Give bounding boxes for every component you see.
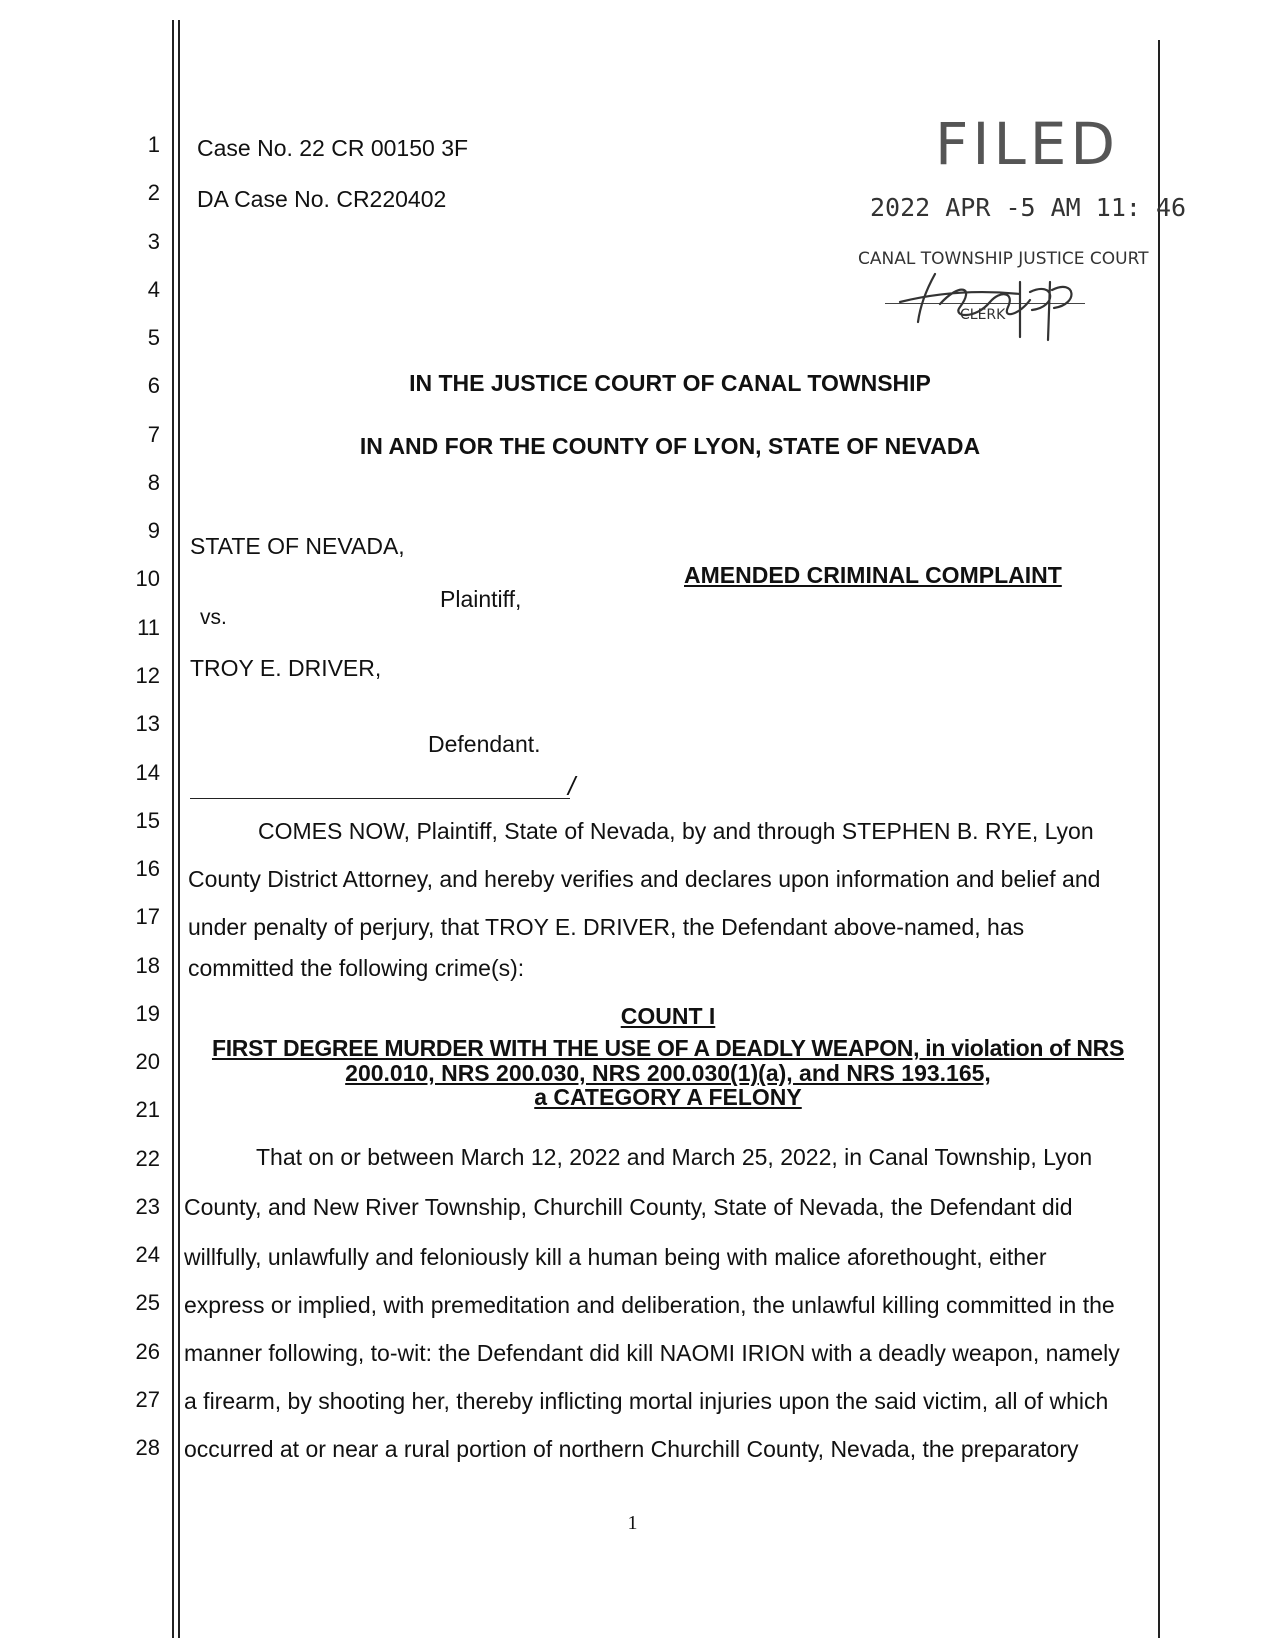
line-number: 7 [147, 422, 160, 447]
line-number: 19 [135, 1001, 160, 1026]
body-line: County, and New River Township, Churchill County, State of Nevada, the Defendant did [184, 1194, 1073, 1220]
da-case-number: DA Case No. CR220402 [197, 186, 447, 212]
line-number: 9 [147, 518, 160, 543]
intro-line: COMES NOW, Plaintiff, State of Nevada, by and through STEPHEN B. RYE, Lyon [258, 818, 1094, 844]
line-number: 3 [147, 229, 160, 254]
intro-line: committed the following crime(s): [188, 955, 525, 981]
caption-rule [190, 798, 570, 799]
line-number: 6 [147, 373, 160, 398]
line-number: 28 [135, 1435, 160, 1460]
line-number: 4 [147, 277, 160, 302]
line-number: 18 [135, 953, 160, 978]
line-number: 11 [137, 615, 160, 640]
case-number: Case No. 22 CR 00150 3F [197, 135, 469, 161]
intro-line: County District Attorney, and hereby verifies and declares upon information and belief and [188, 866, 1101, 892]
line-number: 13 [135, 711, 160, 736]
count-title: COUNT I [620, 1003, 716, 1029]
right-margin-rule [1158, 40, 1160, 1638]
line-number: 25 [135, 1290, 160, 1315]
line-number: 26 [135, 1339, 160, 1364]
body-line: willfully, unlawfully and feloniously kill a human being with malice aforethought, either [184, 1244, 1047, 1270]
filed-stamp-court: CANAL TOWNSHIP JUSTICE COURT [858, 249, 1149, 269]
line-number: 23 [135, 1194, 160, 1219]
line-number: 1 [147, 132, 160, 157]
count-charge-line3: a CATEGORY A FELONY [534, 1084, 802, 1110]
defendant-role: Defendant. [428, 731, 541, 757]
filed-stamp-title: FILED [935, 110, 1120, 178]
plaintiff-name: STATE OF NEVADA, [190, 533, 405, 559]
line-number: 15 [135, 808, 160, 833]
filed-stamp-date: 2022 APR -5 AM 11: 46 [870, 193, 1187, 222]
page-number: 1 [627, 1512, 638, 1534]
line-number: 12 [135, 663, 160, 688]
filed-stamp-clerk: CLERK [960, 307, 1006, 323]
body-line: manner following, to-wit: the Defendant did kill NAOMI IRION with a deadly weapon, namely [184, 1340, 1120, 1366]
line-number: 20 [135, 1049, 160, 1074]
court-heading-line2: IN AND FOR THE COUNTY OF LYON, STATE OF NEVADA [359, 433, 981, 459]
line-number: 24 [135, 1242, 160, 1267]
plaintiff-role: Plaintiff, [440, 586, 522, 612]
count-charge-line1: FIRST DEGREE MURDER WITH THE USE OF A DEADLY WEAPON, in violation of NRS [211, 1035, 1125, 1061]
left-margin-rule-outer [172, 20, 174, 1638]
line-number: 14 [135, 760, 160, 785]
line-number: 10 [135, 566, 160, 591]
line-number: 2 [147, 180, 160, 205]
body-line: a firearm, by shooting her, thereby inflicting mortal injuries upon the said victim, all of which [184, 1388, 1109, 1414]
line-number: 27 [135, 1387, 160, 1412]
left-margin-rule-inner [178, 20, 180, 1638]
court-heading-line1: IN THE JUSTICE COURT OF CANAL TOWNSHIP [409, 370, 931, 396]
line-number: 17 [135, 904, 160, 929]
clerk-signature-icon [880, 262, 1100, 342]
versus: vs. [200, 606, 227, 629]
document-title: AMENDED CRIMINAL COMPLAINT [684, 562, 1062, 588]
line-number: 21 [135, 1097, 160, 1122]
defendant-name: TROY E. DRIVER, [190, 655, 382, 681]
count-charge-line2: 200.010, NRS 200.030, NRS 200.030(1)(a), and NRS 193.165, [345, 1060, 991, 1086]
body-line: express or implied, with premeditation and deliberation, the unlawful killing committed in the [184, 1292, 1115, 1318]
caption-slash: / [568, 771, 576, 801]
line-number: 22 [135, 1146, 160, 1171]
line-number: 8 [147, 470, 160, 495]
body-line: That on or between March 12, 2022 and March 25, 2022, in Canal Township, Lyon [256, 1144, 1093, 1170]
line-number: 16 [135, 856, 160, 881]
intro-line: under penalty of perjury, that TROY E. DRIVER, the Defendant above-named, has [188, 914, 1025, 940]
body-line: occurred at or near a rural portion of northern Churchill County, Nevada, the preparatory [184, 1436, 1079, 1462]
line-number: 5 [147, 325, 160, 350]
